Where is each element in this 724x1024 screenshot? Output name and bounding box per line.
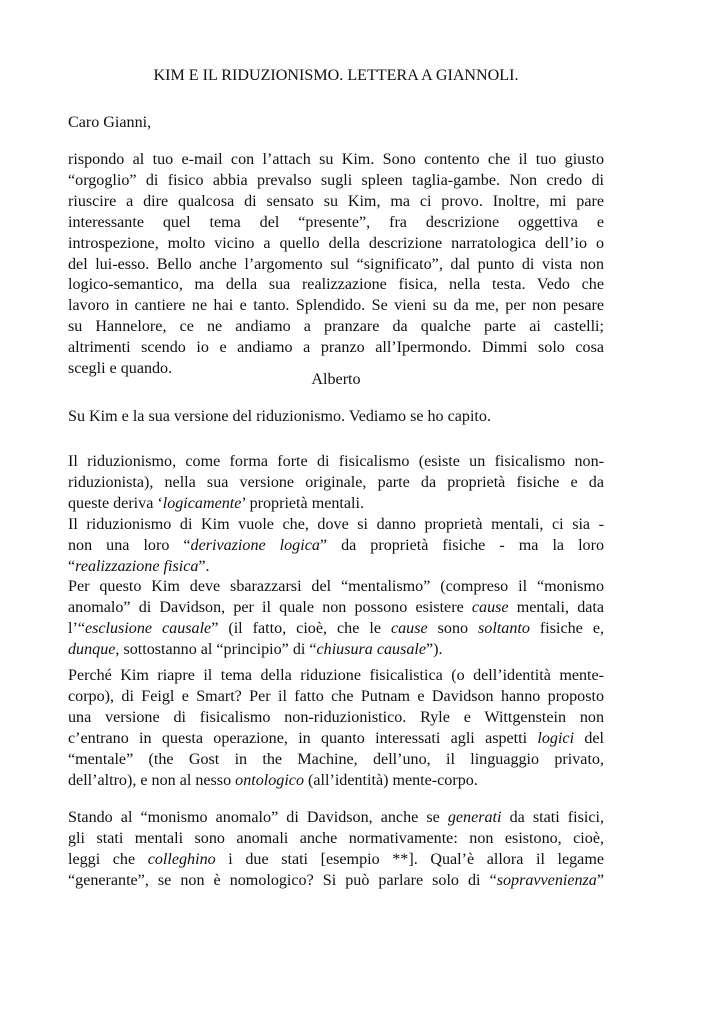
letter-paragraph <box>68 150 604 380</box>
intro-line: Su Kim e la sua versione del riduzionismo. Vediamo se ho capito. <box>68 408 491 425</box>
text-line: una versione di fisicalismo non-riduzionistico. Ryle e Wittgenstein non <box>68 708 604 726</box>
text-line: “mentale” (the Gost in the Machine, dell’uno, il linguaggio privato, <box>68 750 604 768</box>
letter-line: “orgoglio” di fisico abbia prevalso sugli spleen taglia-gambe. Non credo di <box>68 171 604 189</box>
letter-line: logico-semantico, ma della sua realizzazione fisica, nella testa. Vedo che <box>68 276 604 294</box>
text-line: Per questo Kim deve sbarazzarsi del “mentalismo” (compreso il “monismo <box>68 578 604 596</box>
paragraph-riduzionismo <box>68 452 604 661</box>
text-line: Stando al “monismo anomalo” di Davidson, anche se generati da stati fisici, <box>68 809 604 826</box>
paragraph-kim-riapre <box>68 666 604 791</box>
text-line: Il riduzionismo di Kim vuole che, dove si danno proprietà mentali, ci sia - <box>68 515 604 533</box>
text-line: corpo), di Feigl e Smart? Per il fatto che Putnam e Davidson hanno proposto <box>68 687 604 705</box>
letter-line: riuscire a dire qualcosa di sensato su Kim, ma ci provo. Inoltre, mi pare <box>68 192 604 210</box>
text-line: riduzionista), nella sua versione originale, parte da proprietà fisiche e da <box>68 473 604 491</box>
letter-line: interessante quel tema del “presente”, fra descrizione oggettiva e <box>68 213 604 231</box>
text-line: l’“esclusione causale” (il fatto, cioè, che le cause sono soltanto fisiche e, <box>68 620 604 638</box>
signature: Alberto <box>311 371 361 388</box>
paragraph-monismo-anomalo <box>68 808 604 892</box>
text-line: Il riduzionismo, come forma forte di fisicalismo (esiste un fisicalismo non- <box>68 453 604 470</box>
text-line: “realizzazione fisica”. <box>68 557 210 575</box>
letter-line: introspezione, molto vicino a quello della descrizione narratologica dell’io o <box>68 234 604 252</box>
letter-line: lavoro in cantiere ne hai e tanto. Splendido. Se vieni su da me, per non pesare <box>68 297 604 315</box>
text-line: queste deriva ‘logicamente’ proprietà mentali. <box>68 494 364 512</box>
text-line: c’entrano in questa operazione, in quanto interessati agli aspetti logici del <box>68 729 605 747</box>
text-line: leggi che colleghino i due stati [esempio **]. Qual’è allora il legame <box>68 850 604 868</box>
text-line: gli stati mentali sono anomali anche normativamente: non esistono, cioè, <box>68 829 604 847</box>
text-line: “generante”, se non è nomologico? Si può parlare solo di “sopravvenienza” <box>68 871 604 889</box>
text-line: Perché Kim riapre il tema della riduzione fisicalistica (o dell’identità mente- <box>68 667 604 684</box>
document-title: KIM E IL RIDUZIONISMO. LETTERA A GIANNOLI. <box>153 67 519 84</box>
letter-line: rispondo al tuo e-mail con l’attach su Kim. Sono contento che il tuo giusto <box>68 151 604 168</box>
letter-line: altrimenti scendo io e andiamo a pranzo all’Ipermondo. Dimmi solo cosa <box>68 339 604 357</box>
salutation: Caro Gianni, <box>68 114 152 131</box>
letter-line: del lui-esso. Bello anche l’argomento sul “significato”, dal punto di vista non <box>68 255 604 273</box>
letter-line: su Hannelore, ce ne andiamo a pranzare da qualche parte ai castelli; <box>68 318 604 336</box>
text-line: dell’altro), e non al nesso ontologico (all’identità) mente-corpo. <box>68 771 478 789</box>
text-line: anomalo” di Davidson, per il quale non possono esistere cause mentali, data <box>68 599 604 617</box>
text-line: dunque, sottostanno al “principio” di “chiusura causale”). <box>68 641 443 659</box>
letter-line: scegli e quando. <box>68 360 173 378</box>
text-line: non una loro “derivazione logica” da proprietà fisiche - ma la loro <box>68 536 605 554</box>
